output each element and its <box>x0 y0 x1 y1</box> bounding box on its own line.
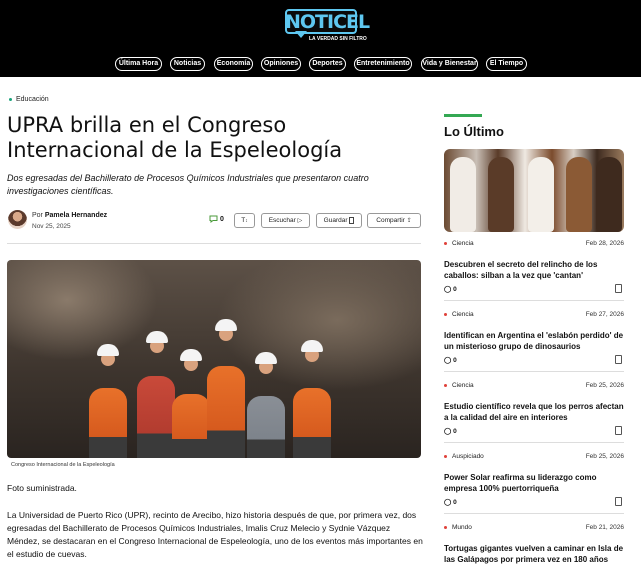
helmet <box>180 349 202 361</box>
item-category[interactable]: Ciencia <box>444 311 474 318</box>
category-dot <box>9 98 12 101</box>
bookmark-icon <box>349 217 354 224</box>
bookmark-icon[interactable] <box>615 497 622 506</box>
text-size-label: T <box>241 217 246 224</box>
divider <box>7 243 421 244</box>
photo-caption: Congreso Internacional de la Espeleología <box>11 462 115 468</box>
item-category[interactable]: Mundo <box>444 524 472 531</box>
share-button[interactable] <box>367 213 421 228</box>
item-divider <box>444 442 624 443</box>
nav-deportes[interactable]: Deportes <box>309 57 346 71</box>
bookmark-icon[interactable] <box>615 426 622 435</box>
text-size-button[interactable] <box>234 213 255 228</box>
horse-figure <box>596 157 622 232</box>
person-figure <box>89 388 127 458</box>
nav-ultima-hora[interactable]: Última Hora <box>115 57 162 71</box>
item-comment-count[interactable] <box>444 498 457 506</box>
nav-entretenimiento[interactable]: Entretenimiento <box>354 57 412 71</box>
item-date: Feb 27, 2026 <box>585 311 624 318</box>
nav-noticias[interactable]: Noticias <box>170 57 205 71</box>
horse-figure <box>450 157 476 232</box>
comment-icon: ◯ <box>444 428 452 435</box>
sidebar-featured-image[interactable] <box>444 149 624 232</box>
logo-text: NOTICEL <box>285 11 370 33</box>
play-icon: ▷ <box>297 218 303 224</box>
item-divider <box>444 513 624 514</box>
byline <box>32 212 107 219</box>
site-logo[interactable] <box>285 9 370 42</box>
helmet <box>215 319 237 331</box>
share-icon: ⇪ <box>406 218 412 224</box>
sidebar-news-item[interactable] <box>444 240 624 300</box>
sidebar-news-item[interactable] <box>444 382 624 442</box>
horse-figure <box>528 157 554 232</box>
main-nav <box>0 57 641 71</box>
article-title: UPRA brilla en el Congreso Internacional de la Espeleología <box>7 113 343 162</box>
comment-count[interactable] <box>209 215 224 223</box>
item-date: Feb 21, 2026 <box>585 524 624 531</box>
person-figure <box>247 396 285 458</box>
person-figure <box>137 376 175 458</box>
comment-icon: ◯ <box>444 286 452 293</box>
sidebar-news-item[interactable] <box>444 524 624 567</box>
article-body: La Universidad de Puerto Rico (UPR), recinto de Arecibo, hizo historia después de que, por primera vez, dos egresadas del Bachillerato de Procesos Químicos Industriales, Imalis Cruz Melecio y Sydnie Vázquez Méndez, se destacaran en el Congreso Internacional de Espeleología, uno de los eventos más importantes en el estudio de cuevas. <box>7 510 423 559</box>
comment-icon <box>209 215 218 223</box>
site-header <box>0 0 641 77</box>
nav-opiniones[interactable]: Opiniones <box>261 57 301 71</box>
horse-figure <box>488 157 514 232</box>
item-date: Feb 25, 2026 <box>585 453 624 460</box>
sidebar-title: Lo Último <box>444 124 504 139</box>
item-headline[interactable]: Estudio científico revela que los perros afectan a la calidad del aire en interiores <box>444 402 624 422</box>
bookmark-icon[interactable] <box>615 284 622 293</box>
sidebar-news-item[interactable] <box>444 311 624 371</box>
item-headline[interactable]: Identifican en Argentina el 'eslabón perdido' de un misterioso grupo de dinosaurios <box>444 331 624 351</box>
item-comment-value: 0 <box>453 286 457 293</box>
helmet <box>255 352 277 364</box>
item-category[interactable]: Ciencia <box>444 382 474 389</box>
listen-label: Escuchar <box>268 217 296 224</box>
helmet <box>301 340 323 352</box>
author-avatar[interactable] <box>8 210 27 229</box>
bookmark-icon[interactable] <box>615 355 622 364</box>
comment-icon: ◯ <box>444 499 452 506</box>
person-figure <box>172 394 210 458</box>
item-comment-value: 0 <box>453 428 457 435</box>
comment-count-value: 0 <box>219 215 224 223</box>
share-label: Compartir <box>376 217 405 224</box>
nav-vida-bienestar[interactable]: Vida y Bienestar <box>421 57 478 71</box>
nav-el-tiempo[interactable]: El Tiempo <box>486 57 527 71</box>
item-category[interactable]: Ciencia <box>444 240 474 247</box>
item-headline[interactable]: Descubren el secreto del relincho de los caballos: silban a la vez que 'cantan' <box>444 260 598 280</box>
item-category[interactable]: Auspiciado <box>444 453 484 460</box>
person-figure <box>207 366 245 458</box>
helmet <box>146 331 168 343</box>
article-photo[interactable] <box>7 260 421 458</box>
save-label: Guardar <box>323 217 348 224</box>
item-headline[interactable]: Tortugas gigantes vuelven a caminar en Isla de las Galápagos por primera vez en 180 años <box>444 544 624 564</box>
horse-figure <box>566 157 592 232</box>
item-comment-value: 0 <box>453 499 457 506</box>
comment-icon: ◯ <box>444 357 452 364</box>
article-category[interactable] <box>9 96 49 103</box>
item-comment-value: 0 <box>453 357 457 364</box>
item-comment-count[interactable] <box>444 427 457 435</box>
item-date: Feb 28, 2026 <box>585 240 624 247</box>
sidebar-accent-bar <box>444 114 482 117</box>
text-size-icon: ↕ <box>245 218 248 224</box>
item-divider <box>444 300 624 301</box>
photo-credit: Foto suministrada. <box>7 483 77 493</box>
article-lede: Dos egresadas del Bachillerato de Procesos Químicos Industriales que presentaron cuatro investigaciones científicas. <box>7 173 369 196</box>
logo-tagline: LA VERDAD SIN FILTRO <box>309 36 367 42</box>
item-comment-count[interactable] <box>444 285 457 293</box>
save-button[interactable] <box>316 213 362 228</box>
item-date: Feb 25, 2026 <box>585 382 624 389</box>
byline-prefix: Por <box>32 212 43 219</box>
person-figure <box>293 388 331 458</box>
item-comment-count[interactable] <box>444 356 457 364</box>
listen-button[interactable] <box>261 213 310 228</box>
item-divider <box>444 371 624 372</box>
author-name[interactable]: Pamela Hernandez <box>44 212 108 219</box>
nav-economia[interactable]: Economía <box>214 57 253 71</box>
sidebar-news-item[interactable] <box>444 453 624 513</box>
item-headline[interactable]: Power Solar reafirma su liderazgo como empresa 100% puertorriqueña <box>444 473 597 493</box>
article-category-label: Educación <box>16 96 49 103</box>
article-date: Nov 25, 2025 <box>32 223 71 230</box>
logo-speech-tail <box>295 31 307 38</box>
helmet <box>97 344 119 356</box>
